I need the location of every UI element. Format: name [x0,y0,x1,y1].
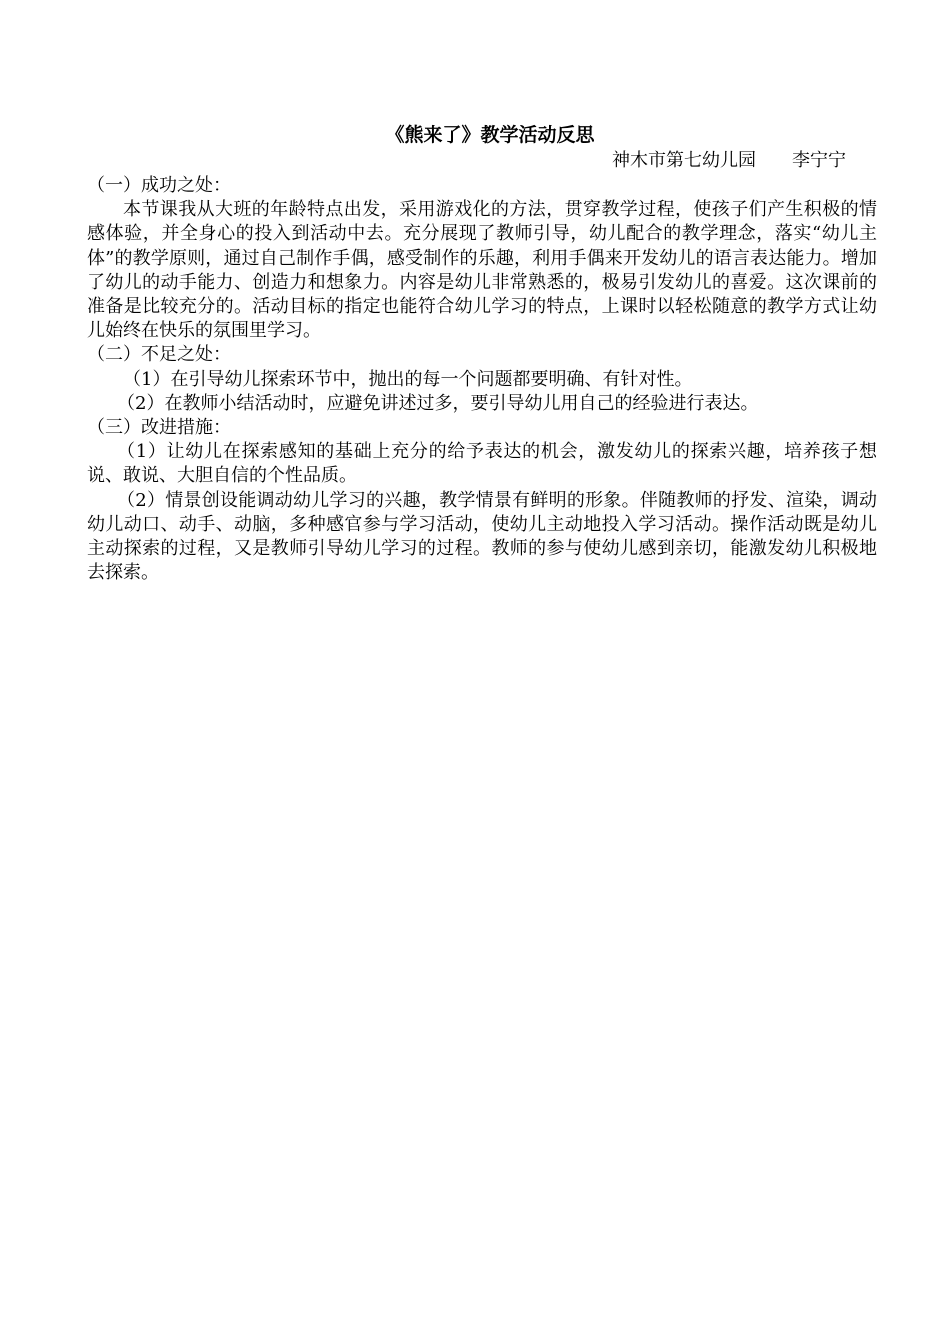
section-heading-success: （一）成功之处： [87,175,231,196]
document-body [87,174,877,585]
section-heading-shortcomings: （二）不足之处： [87,344,231,366]
section-heading-improvements: （三）改进措施： [87,417,231,439]
improvement-item-1: （1）让幼儿在探索感知的基础上充分的给予表达的机会，激发幼儿的探索兴趣，培养孩子想说、敢说、大胆自信的个性品质。 [87,441,877,487]
shortcoming-item-2: （2）在教师小结活动时，应避免讲述过多，要引导幼儿用自己的经验进行表达。 [117,392,759,414]
document-title: 《熊来了》教学活动反思 [385,124,595,146]
shortcoming-item-1: （1）在引导幼儿探索环节中，抛出的每一个问题都要明确、有针对性。 [123,368,693,390]
author-line: 神木市第七幼儿园 李宁宁 [612,150,846,171]
success-paragraph: 本节课我从大班的年龄特点出发，采用游戏化的方法，贯穿教学过程，使孩子们产生积极的情感体验，并全身心的投入到活动中去。充分展现了教师引导，幼儿配合的教学理念，落实“幼儿主体”的教学原则，通过自己制作手偶，感受制作的乐趣，利用手偶来开发幼儿的语言表达能力。增加了幼儿的动手能力、创造力和想象力。内容是幼儿非常熟悉的，极易引发幼儿的喜爱。这次课前的准备是比较充分的。活动目标的指定也能符合幼儿学习的特点，上课时以轻松随意的教学方式让幼儿始终在快乐的氛围里学习。 [87,199,877,342]
improvement-item-2: （2）情景创设能调动幼儿学习的兴趣，教学情景有鲜明的形象。伴随教师的抒发、渲染，调动幼儿动口、动手、动脑，多种感官参与学习活动，使幼儿主动地投入学习活动。操作活动既是幼儿主动探索的过程，又是教师引导幼儿学习的过程。教师的参与使幼儿感到亲切，能激发幼儿积极地去探索。 [87,489,877,584]
